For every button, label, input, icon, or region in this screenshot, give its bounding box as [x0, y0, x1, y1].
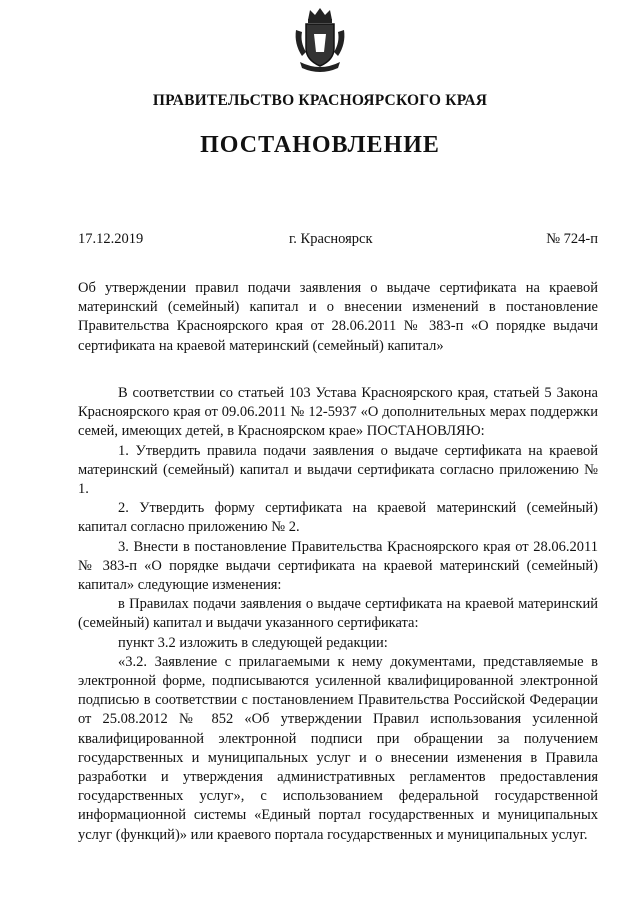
document-date: 17.12.2019 — [78, 231, 144, 247]
body-paragraph: в Правилах подачи заявления о выдаче сертификата на краевой материнский (семейный) капитал и выдачи указанного сертификата: — [78, 596, 598, 632]
document-city: г. Красноярск — [289, 231, 373, 247]
document-type-title: ПОСТАНОВЛЕНИЕ — [200, 132, 440, 158]
body-paragraph: пункт 3.2 изложить в следующей редакции: — [118, 634, 388, 651]
body-paragraph: 2. Утвердить форму сертификата на краевой материнский (семейный) капитал согласно приложению № 2. — [78, 500, 598, 536]
document-body — [78, 384, 598, 845]
body-paragraph: 1. Утвердить правила подачи заявления о выдаче сертификата на краевой материнский (семейный) капитал и выдачи сертификата согласно приложению № 1. — [78, 442, 598, 498]
document-subject: Об утверждении правил подачи заявления о выдаче сертификата на краевой материнский (семейный) капитал и о внесении изменений в постановление Правительства Красноярского края от 28.06.2011 № 383-п «О порядке выдачи сертификата на краевой материнский (семейный) капитал» — [78, 280, 598, 354]
document-number: № 724-п — [546, 231, 598, 247]
coat-of-arms-icon — [292, 6, 348, 72]
body-paragraph: «3.2. Заявление с прилагаемыми к нему документами, представляемые в электронной форме, подписываются усиленной квалифицированной электронной подписью в соответствии с постановлением Правительства Российской Федерации от 25.08.2012 № 852 «Об утверждении Правил использования усиленной квалифицированной электронной подписи при обращении за получением государственных и муниципальных услуг и о внесении изменения в Правила разработки и утверждения административных регламентов предоставления государственных услуг», с использованием федеральной государственной информационной системы «Единый портал государственных и муниципальных услуг (функций)» или краевого портала государственных и муниципальных услуг. — [78, 653, 598, 843]
body-paragraph: В соответствии со статьей 103 Устава Красноярского края, статьей 5 Закона Красноярского края от 09.06.2011 № 12-5937 «О дополнительных мерах поддержки семей, имеющих детей, в Красноярском крае» ПОСТАНОВЛЯЮ: — [78, 385, 598, 440]
body-paragraph: 3. Внести в постановление Правительства Красноярского края от 28.06.2011 № 383-п «О порядке выдачи сертификата на краевой материнский (семейный) капитал» следующие изменения: — [78, 538, 598, 594]
organization-heading: ПРАВИТЕЛЬСТВО КРАСНОЯРСКОГО КРАЯ — [152, 92, 488, 109]
